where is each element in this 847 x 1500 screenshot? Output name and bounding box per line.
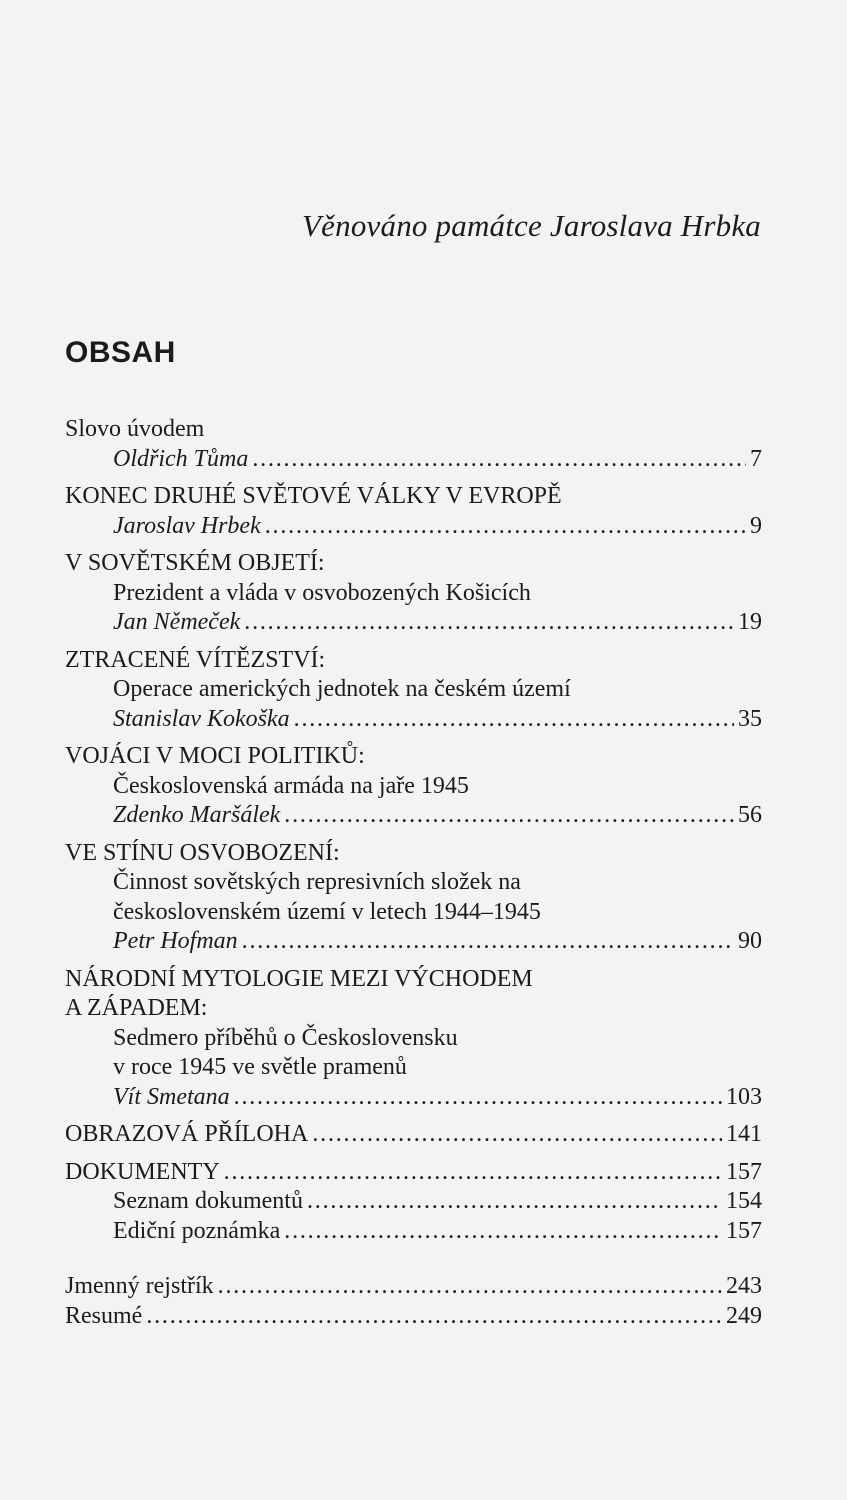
toc-page-number: 157	[726, 1158, 762, 1185]
toc-entry[interactable]	[65, 965, 762, 1113]
toc-section-title: Jmenný rejstřík	[65, 1273, 214, 1299]
toc-page-number: 154	[726, 1188, 762, 1214]
toc-entry[interactable]	[65, 742, 762, 831]
toc-entry[interactable]	[65, 482, 762, 541]
toc-section-title: VOJÁCI V MOCI POLITIKŮ:	[65, 743, 365, 769]
toc-section-title: V SOVĚTSKÉM OBJETÍ:	[65, 550, 325, 576]
toc-section-title: DOKUMENTY	[65, 1158, 220, 1185]
toc-section-title: OBRAZOVÁ PŘÍLOHA	[65, 1121, 309, 1147]
dot-leader	[284, 801, 734, 831]
toc-page-number: 35	[738, 705, 762, 732]
toc-author: Petr Hofman	[113, 928, 238, 954]
toc-page-number: 7	[750, 445, 762, 472]
table-of-contents	[65, 415, 762, 1331]
toc-subtitle: Sedmero příběhů o Československu	[113, 1024, 458, 1051]
toc-author: Zdenko Maršálek	[113, 802, 281, 828]
dot-leader	[242, 927, 734, 957]
toc-subtitle: Operace amerických jednotek na českém území	[113, 676, 571, 702]
toc-entry[interactable]	[65, 1272, 762, 1302]
toc-subentry-label: Seznam dokumentů	[113, 1188, 303, 1214]
toc-page-number: 141	[726, 1121, 762, 1147]
dedication: Věnováno památce Jaroslava Hrbka	[302, 208, 761, 243]
toc-section-title: ZTRACENÉ VÍTĚZSTVÍ:	[65, 646, 326, 673]
dot-leader	[252, 445, 746, 475]
toc-entry[interactable]	[65, 549, 762, 638]
toc-section-title: Slovo úvodem	[65, 416, 205, 442]
dot-leader	[218, 1272, 722, 1302]
toc-author: Jaroslav Hrbek	[113, 512, 261, 539]
toc-page-number: 243	[726, 1273, 762, 1299]
toc-entry[interactable]	[65, 646, 762, 735]
toc-subentry[interactable]	[65, 1187, 762, 1217]
dot-leader	[146, 1302, 722, 1332]
toc-author: Oldřich Tůma	[113, 445, 249, 472]
dot-leader	[265, 512, 746, 542]
toc-subtitle: československém území v letech 1944–1945	[113, 898, 541, 925]
toc-section-title: VE STÍNU OSVOBOZENÍ:	[65, 839, 340, 866]
dot-leader	[244, 608, 734, 638]
toc-section-title: NÁRODNÍ MYTOLOGIE MEZI VÝCHODEM	[65, 965, 533, 992]
toc-author: Stanislav Kokoška	[113, 705, 290, 732]
toc-subtitle: Československá armáda na jaře 1945	[113, 772, 469, 799]
dot-leader	[312, 1120, 722, 1150]
toc-subentry-label: Ediční poznámka	[113, 1217, 281, 1244]
toc-section-title: A ZÁPADEM:	[65, 995, 208, 1021]
dot-leader	[234, 1083, 722, 1113]
toc-subtitle: Prezident a vláda v osvobozených Košicích	[113, 579, 531, 606]
toc-page-number: 9	[750, 512, 762, 539]
toc-page-number: 103	[726, 1083, 762, 1110]
toc-page-number: 56	[738, 802, 762, 828]
toc-page-number: 157	[726, 1217, 762, 1244]
toc-author: Vít Smetana	[113, 1083, 230, 1110]
toc-page-number: 19	[738, 609, 762, 635]
toc-subentry[interactable]	[65, 1217, 762, 1247]
toc-section-title: KONEC DRUHÉ SVĚTOVÉ VÁLKY V EVROPĚ	[65, 483, 562, 509]
toc-page-number: 249	[726, 1302, 762, 1329]
toc-title: OBSAH	[65, 336, 176, 369]
toc-entry[interactable]	[65, 415, 762, 474]
toc-subtitle: v roce 1945 ve světle pramenů	[113, 1054, 407, 1080]
toc-author: Jan Němeček	[113, 609, 241, 635]
dot-leader	[224, 1158, 722, 1188]
toc-entry[interactable]	[65, 1302, 762, 1332]
toc-subtitle: Činnost sovětských represivních složek na	[113, 869, 521, 895]
dot-leader	[294, 705, 734, 735]
toc-page-number: 90	[738, 928, 762, 954]
toc-entry[interactable]	[65, 839, 762, 957]
dot-leader	[307, 1187, 722, 1217]
dot-leader	[284, 1217, 722, 1247]
toc-entry[interactable]	[65, 1120, 762, 1150]
toc-section-title: Resumé	[65, 1302, 143, 1329]
toc-entry[interactable]	[65, 1158, 762, 1247]
